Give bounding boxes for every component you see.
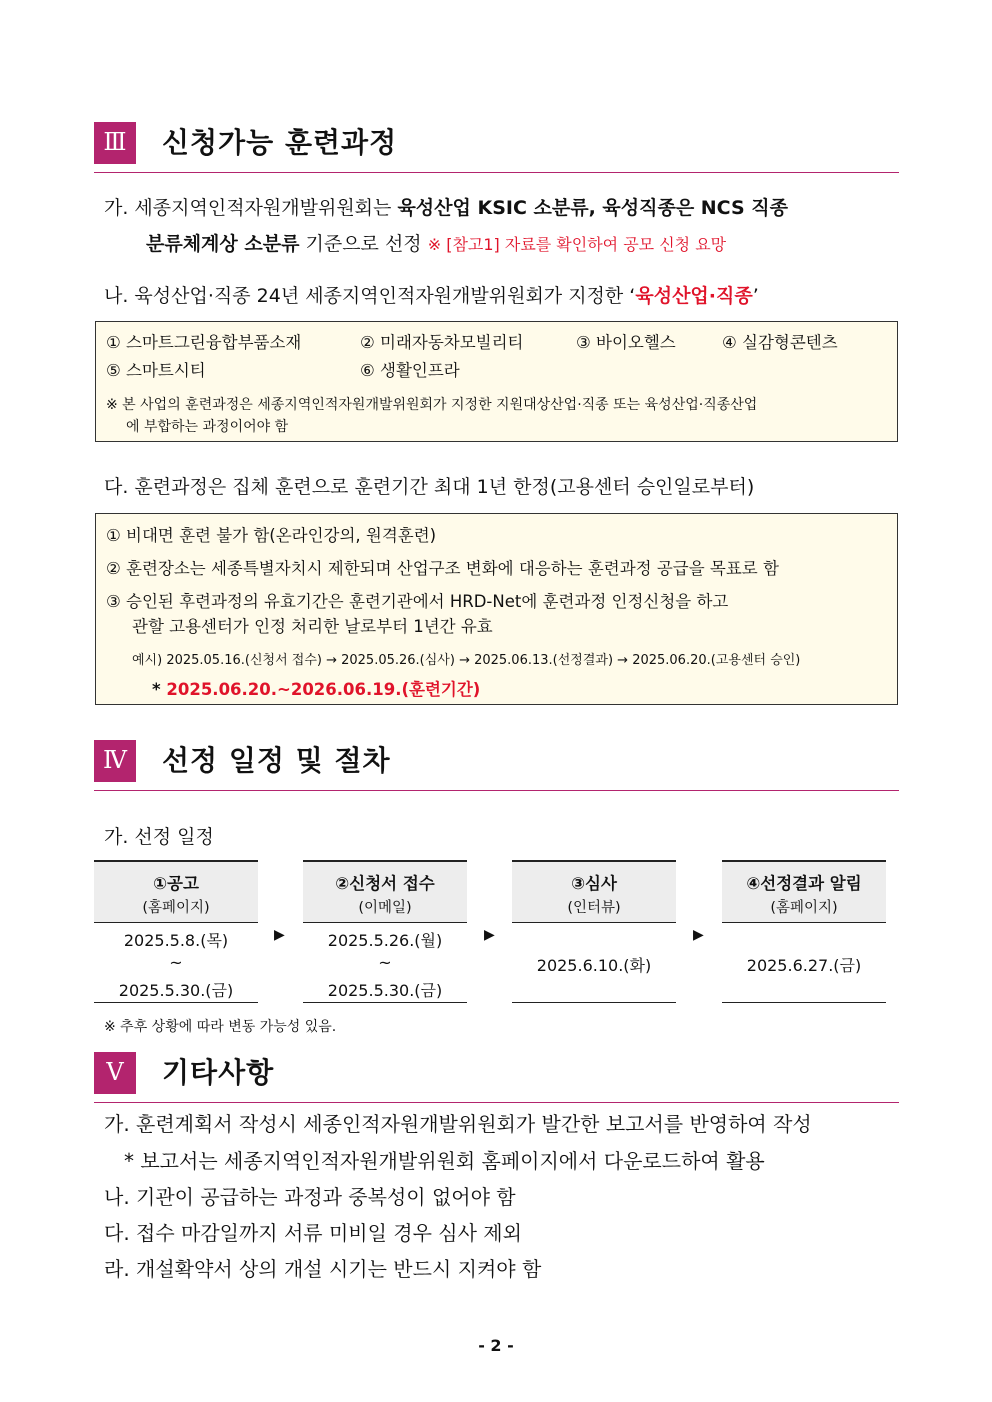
date-start: 2025.5.8.(목) xyxy=(123,931,229,950)
section-number: Ⅲ xyxy=(94,122,136,164)
step-sub: (인터뷰) xyxy=(567,900,621,916)
step-sub: (홈페이지) xyxy=(142,900,210,916)
section-5-header xyxy=(94,1052,899,1103)
section-title: 기타사항 xyxy=(162,1056,275,1089)
section-title: 신청가능 훈련과정 xyxy=(162,126,398,159)
bold-text: 육성산업 KSIC 소분류, 육성직종은 NCS 직종 xyxy=(397,197,788,219)
section-title: 선정 일정 및 절차 xyxy=(162,744,391,777)
step-sub: (홈페이지) xyxy=(770,900,838,916)
etc-item: 가. 훈련계획서 작성시 세종인적자원개발위원회가 발간한 보고서를 반영하여 작성 xyxy=(104,1112,812,1136)
industry-item: ① 스마트그린융합부품소재 xyxy=(106,333,302,352)
text: 기준으로 선정 xyxy=(299,233,428,255)
example-text: 예시) 2025.05.16.(신청서 접수) → 2025.05.26.(심사) → 2025.06.13.(선정결과) → 2025.06.20.(고용센터 승인) xyxy=(132,653,801,668)
bold-text: 분류체계상 소분류 xyxy=(146,233,300,255)
training-period: 2025.06.20.~2026.06.19.(훈련기간) xyxy=(166,680,481,699)
period-line xyxy=(152,676,480,700)
date: 2025.6.10.(화) xyxy=(536,956,652,975)
step-3-date xyxy=(512,922,676,1003)
step-3-header xyxy=(512,860,676,923)
highlight-text: 육성산업·직종 xyxy=(635,285,753,307)
step-sub: (이메일) xyxy=(358,900,412,916)
paragraph-ga xyxy=(104,193,788,220)
paragraph-schedule: 가. 선정 일정 xyxy=(104,826,214,848)
star: * xyxy=(152,680,167,699)
box-note: 에 부합하는 과정이어야 함 xyxy=(126,419,289,435)
etc-item: 다. 접수 마감일까지 서류 미비일 경우 심사 제외 xyxy=(104,1221,522,1245)
paragraph-da: 다. 훈련과정은 집체 훈련으로 훈련기간 최대 1년 한정(고용센터 승인일로부터) xyxy=(104,476,755,498)
text: 나. 육성산업·직종 24년 세종지역인적자원개발위원회가 지정한 ‘ xyxy=(104,285,636,307)
industry-item: ② 미래자동차모빌리티 xyxy=(360,333,524,352)
page-number: - 2 - xyxy=(478,1336,514,1355)
step-4-date xyxy=(722,922,886,1003)
condition-item: ③ 승인된 후련과정의 유효기간은 훈련기관에서 HRD-Net에 훈련과정 인정신청을 하고 xyxy=(106,592,729,611)
date: 2025.6.27.(금) xyxy=(746,956,862,975)
training-box xyxy=(95,513,898,705)
step-2-header xyxy=(303,860,467,923)
section-number: Ⅴ xyxy=(94,1052,136,1094)
industry-item: ④ 실감형콘텐츠 xyxy=(722,333,838,352)
section-3-header xyxy=(94,122,899,173)
paragraph-ga-cont xyxy=(146,229,726,256)
date-end: 2025.5.30.(금) xyxy=(118,981,234,1000)
step-title: ③심사 xyxy=(571,874,617,893)
box-note: ※ 본 사업의 훈련과정은 세종지역인적자원개발위원회가 지정한 지원대상산업·직종 또는 육성산업·직종산업 xyxy=(106,397,758,413)
etc-item: 라. 개설확약서 상의 개설 시기는 반드시 지켜야 함 xyxy=(104,1257,542,1281)
step-4-header xyxy=(722,860,886,923)
reference-note: ※ [참고1] 자료를 확인하여 공모 신청 요망 xyxy=(427,235,727,254)
section-number: Ⅳ xyxy=(94,740,136,782)
step-1-header xyxy=(94,860,258,923)
condition-item: 관할 고용센터가 인정 처리한 날로부터 1년간 유효 xyxy=(132,617,493,636)
arrow-icon: ▶ xyxy=(693,927,704,943)
schedule-note: ※ 추후 상황에 따라 변동 가능성 있음. xyxy=(104,1019,337,1035)
text: ’ xyxy=(752,285,759,307)
industry-box xyxy=(95,321,898,442)
tilde: ~ xyxy=(378,953,392,972)
step-title: ①공고 xyxy=(153,874,199,893)
industry-item: ⑤ 스마트시티 xyxy=(106,361,206,380)
industry-item: ③ 바이오헬스 xyxy=(576,333,676,352)
step-title: ④선정결과 알림 xyxy=(746,874,862,893)
etc-subnote: * 보고서는 세종지역인적자원개발위원회 홈페이지에서 다운로드하여 활용 xyxy=(124,1149,765,1173)
condition-item: ① 비대면 훈련 불가 함(온라인강의, 원격훈련) xyxy=(106,526,437,545)
industry-item: ⑥ 생활인프라 xyxy=(360,361,460,380)
text: 가. 세종지역인적자원개발위원회는 xyxy=(104,197,398,219)
date-end: 2025.5.30.(금) xyxy=(327,981,443,1000)
tilde: ~ xyxy=(169,953,183,972)
arrow-icon: ▶ xyxy=(484,927,495,943)
paragraph-na xyxy=(104,281,759,308)
date-start: 2025.5.26.(월) xyxy=(327,931,443,950)
condition-item: ② 훈련장소는 세종특별자치시 제한되며 산업구조 변화에 대응하는 훈련과정 공급을 목표로 함 xyxy=(106,559,779,578)
etc-item: 나. 기관이 공급하는 과정과 중복성이 없어야 함 xyxy=(104,1185,516,1209)
section-4-header xyxy=(94,740,899,791)
arrow-icon: ▶ xyxy=(274,927,285,943)
step-title: ②신청서 접수 xyxy=(335,874,435,893)
step-2-date xyxy=(303,922,467,1003)
step-1-date xyxy=(94,922,258,1003)
